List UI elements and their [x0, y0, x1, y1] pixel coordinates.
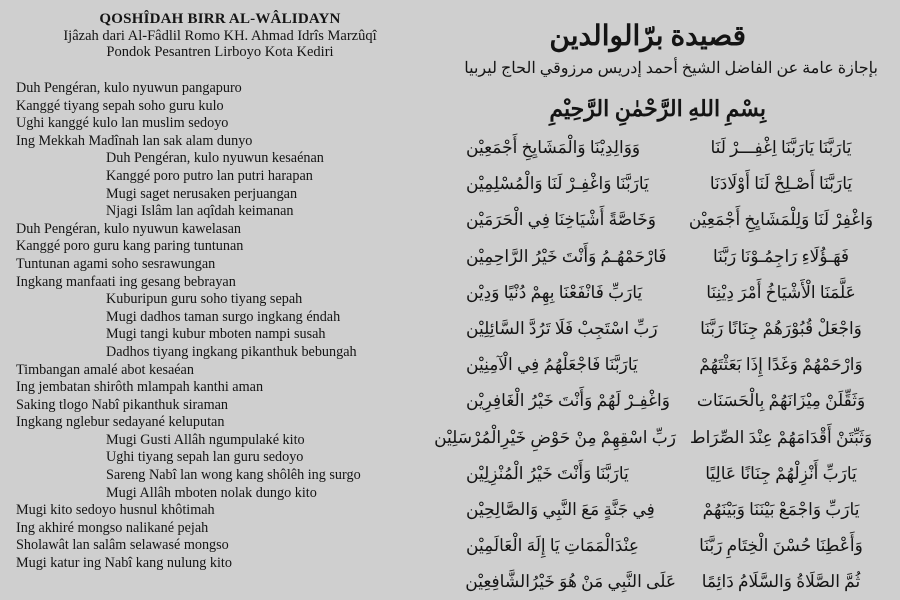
verse-second-hemistich: يَارَبَّنَا وَأَنْتَ خَيْرُ الْمُنْزِلِيْن: [466, 463, 629, 483]
latin-header: [0, 10, 440, 60]
verse-second-hemistich: يَارَبَّنَا وَاغْفِـرْ لَنَا وَالْمُسْلِمِيْن: [466, 174, 649, 194]
latin-subtitle-1: Ijâzah dari Al-Fâdlil Romo KH. Ahmad Idrîs Marzûqî: [63, 28, 377, 44]
verse-second-hemistich: رَبِّ اسْقِهِمْ مِنْ حَوْضِ خَيْرِالْمُرْسَلِيْن: [434, 427, 676, 447]
latin-line: Mugi Allâh mboten nolak dungo kito: [106, 484, 317, 501]
latin-line: Kanggé poro putro lan putri harapan: [106, 167, 313, 184]
verse-second-hemistich: يَارَبِّ فَانْفَعْنَا بِهِمْ دُنْيًا وَدِيْن: [466, 282, 643, 302]
latin-line: Ing akhiré mongso nalikané pejah: [16, 519, 209, 536]
verse-second-hemistich: فَارْحَمْهُـمُ وَأَنْتَ خَيْرُ الرَّاحِمِيْن: [466, 246, 667, 266]
verse-second-hemistich: عِنْدَالْمَمَاتِ يَا إِلَهَ الْعَالَمِيْن: [466, 536, 639, 556]
latin-line: Kuburipun guru soho tiyang sepah: [106, 291, 303, 308]
latin-line: Mugi katur ing Nabî kang nulung kito: [16, 555, 232, 572]
verse-first-hemistich: عَلَّمَنَا الْأَشْيَاخُ أَمْرَ دِيْنِنَا: [706, 282, 856, 302]
latin-line: Kanggé poro guru kang paring tuntunan: [16, 238, 244, 255]
arabic-title: قصيدة برّالوالدين: [549, 21, 746, 52]
latin-line: Mugi tangi kubur mboten nampi susah: [106, 326, 326, 343]
latin-line: Duh Pengéran, kulo nyuwun kawelasan: [16, 220, 241, 237]
verse-first-hemistich: ثُمَّ الصَّلَاةُ وَالسَّلَامُ دَائِمًا: [701, 572, 861, 592]
latin-line: Ingkang nglebur sedayané keluputan: [16, 414, 225, 431]
basmala: بِسْمِ اللهِ الرَّحْمٰنِ الرَّحِيْمِ: [549, 96, 766, 121]
latin-line: Saking tlogo Nabî pikanthuk siraman: [16, 396, 228, 413]
latin-line: Kanggé tiyang sepah soho guru kulo: [16, 97, 224, 114]
latin-line: Sholawât lan salâm selawasé mongso: [16, 537, 229, 554]
verse-first-hemistich: وَاجْعَلْ قُبُوْرَهُمْ جِنَانًا رَبَّنَا: [700, 319, 862, 339]
latin-line: Mugi saget nerusaken perjuangan: [106, 185, 298, 202]
latin-line: Ing jembatan shirôth mlampah kanthi aman: [16, 379, 264, 396]
verse-second-hemistich: فِي جَنَّةٍ مَعَ النَّبِي وَالصَّالِحِيْن: [466, 499, 655, 519]
arabic-verse: [434, 420, 886, 456]
arabic-verse: [466, 239, 886, 275]
arabic-verse: [466, 383, 886, 419]
arabic-verse: [466, 202, 886, 238]
latin-line: Mugi Gusti Allâh ngumpulaké kito: [106, 431, 305, 448]
latin-line: Sareng Nabî lan wong kang shôlêh ing surgo: [106, 467, 361, 484]
latin-line: Mugi kito sedoyo husnul khôtimah: [16, 502, 215, 519]
verse-first-hemistich: يَارَبِّ وَاجْمَعْ بَيْنَنَا وَبَيْنَهُمْ: [702, 499, 860, 519]
latin-subtitle-2: Pondok Pesantren Lirboyo Kota Kediri: [106, 44, 334, 60]
latin-line: Tuntunan agami soho sesrawungan: [16, 255, 216, 272]
arabic-subtitle: بإجازة عامة عن الفاضل الشيخ أحمد إدريس مرزوقي الحاج ليربيا: [464, 60, 878, 77]
latin-line: Duh Pengéran, kulo nyuwun kesaénan: [106, 150, 324, 167]
latin-line: Timbangan amalé abot kesaéan: [16, 361, 194, 378]
arabic-verse: [466, 311, 886, 347]
verse-first-hemistich: يَارَبِّ أَنْزِلْهُمْ جِنَانًا عَالِيًا: [705, 463, 857, 483]
latin-column: [16, 10, 456, 572]
arabic-verse: [466, 564, 886, 600]
verse-second-hemistich: عَلَى النَّبِي مَنْ هُوَ خَيْرُالشَّافِعِيْن: [465, 572, 676, 592]
arabic-verse: [466, 130, 886, 166]
verse-second-hemistich: رَبِّ اسْتَجِبْ فَلَا تَرُدَّ السَّائِلِيْن: [466, 319, 658, 339]
verse-first-hemistich: وَثَقِّلَنْ مِيْزَانَهُمْ بِالْحَسَنَات: [696, 391, 866, 411]
verse-first-hemistich: وَارْحَمْهُمْ وَغَدًا إِذَا بَعَثْتَهُمْ: [699, 355, 863, 375]
latin-line: Ughi tiyang sepah lan guru sedoyo: [106, 449, 304, 466]
latin-line: Njagi Islâm lan aqîdah keimanan: [106, 203, 294, 220]
verse-first-hemistich: وَأَعْطِنَا حُسْنَ الْخِتَامِ رَبَّنَا: [699, 536, 863, 556]
verse-second-hemistich: يَارَبَّنَا فَاجْعَلْهُمُ فِي الْآمِنِيْن: [466, 355, 638, 375]
latin-line: Dadhos tiyang ingkang pikanthuk bebungah: [106, 343, 357, 360]
verse-first-hemistich: وَاغْفِرْ لَنَا وَلِلْمَشَايِخِ أَجْمَعِيْن: [688, 210, 874, 230]
verse-second-hemistich: وَخَاصَّةً أَشْيَاخِنَا فِي الْحَرَمَيْن: [466, 210, 657, 230]
verse-first-hemistich: يَارَبَّنَا أَصْـلِحْ لَنَا أَوْلَادَنَا: [709, 174, 853, 194]
verse-first-hemistich: وَثَبِّتَنْ أَقْدَامَهُمْ عِنْدَ الصِّرَاط: [689, 427, 873, 447]
arabic-verse: [466, 456, 886, 492]
arabic-verse: [466, 166, 886, 202]
arabic-verse: [466, 347, 886, 383]
latin-line: Ing Mekkah Madînah lan sak alam dunyo: [16, 132, 253, 149]
latin-line: Duh Pengéran, kulo nyuwun pangapuro: [16, 80, 242, 96]
verse-second-hemistich: وَاغْفِـرْ لَهُمْ وَأَنْتَ خَيْرُ الْغَافِرِيْن: [466, 391, 670, 411]
verse-second-hemistich: وَوَالِدِيْنَا وَالْمَشَايِخِ أَجْمَعِيْن: [466, 138, 641, 158]
arabic-verses: [434, 130, 886, 600]
verse-first-hemistich: فَهَـؤُلَاءِ رَاجِمُـوْنَا رَبَّنَا: [712, 246, 850, 266]
latin-verse-lines: [16, 80, 361, 573]
latin-line: Ughi kanggé kulo lan muslim sedoyo: [16, 115, 229, 132]
arabic-verse: [466, 528, 886, 564]
latin-line: Ingkang manfaati ing gesang bebrayan: [16, 273, 236, 290]
latin-line: Mugi dadhos taman surgo ingkang éndah: [106, 308, 341, 325]
arabic-verse: [466, 492, 886, 528]
latin-title: QOSHÎDAH BIRR AL-WÂLIDAYN: [99, 11, 341, 27]
arabic-verse: [466, 275, 886, 311]
verse-first-hemistich: يَارَبَّنَا يَارَبَّنَا اِغْفِـــرْ لَنَا: [710, 138, 852, 158]
